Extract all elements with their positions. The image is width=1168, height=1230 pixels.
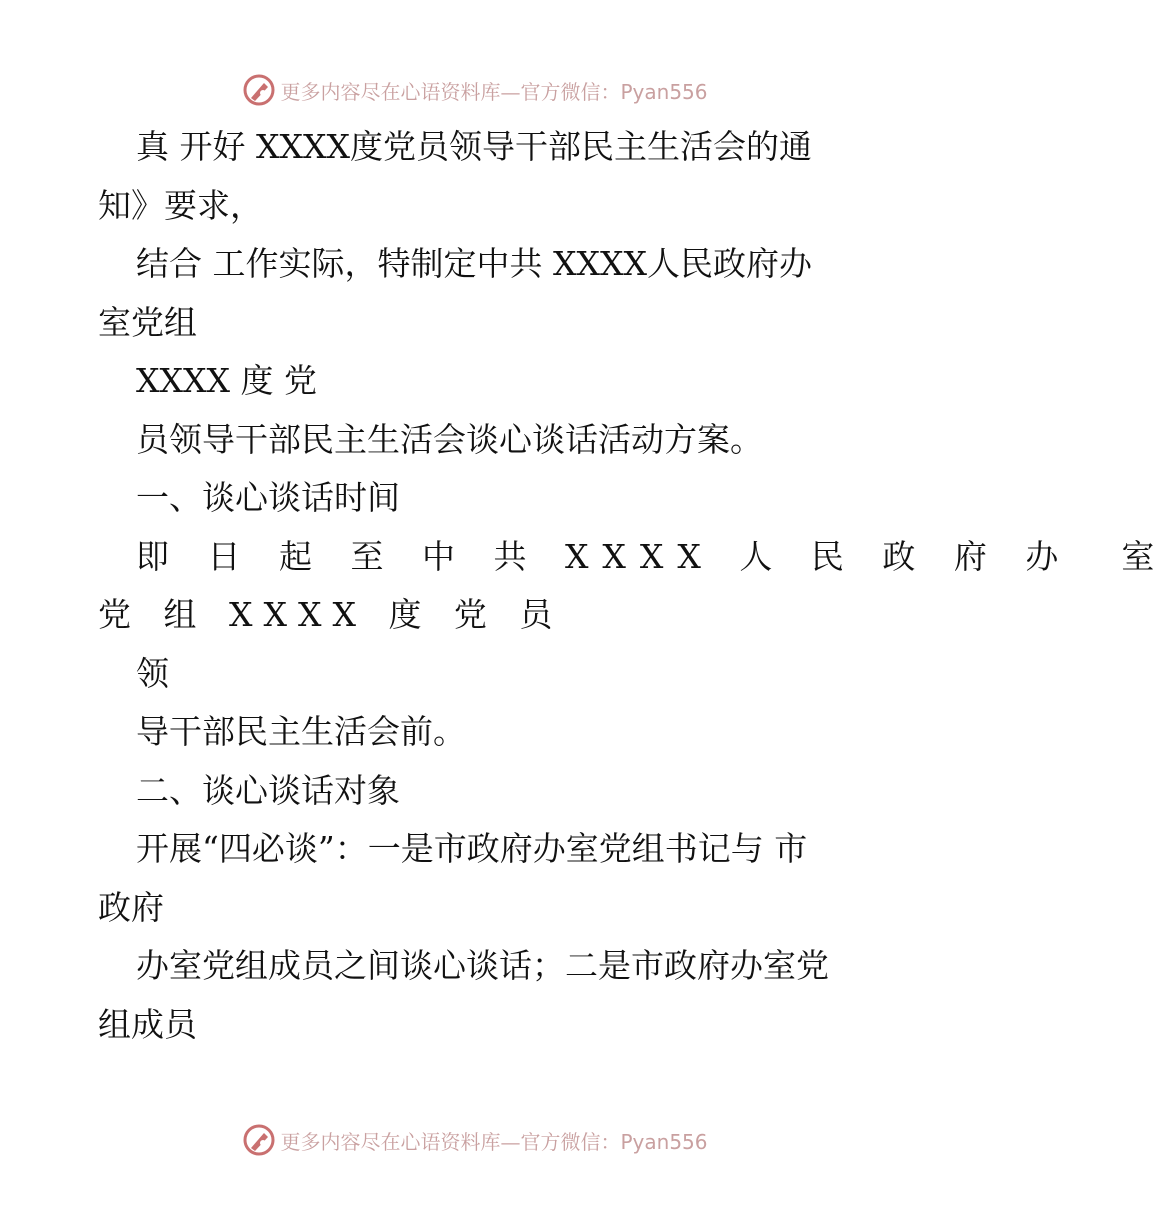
paragraph-line: XXXX 度 党 [136,361,317,400]
banner-text: 更多内容尽在心语资料库—官方微信： [280,79,621,104]
banner-handle: Pyan556 [620,79,708,104]
section-heading: 二、谈心谈话对象 [136,770,400,810]
paragraph-line: 即 日 起 至 中 共 XXXX 人 民 政 府 办 室 [136,536,1168,576]
banner-text: 更多内容尽在心语资料库—官方微信： [280,1129,621,1154]
document-body [98,118,1168,1054]
paragraph-line: 组成员 [98,1004,197,1044]
paragraph-line: 室党组 [98,302,197,342]
paragraph-line: 导干部民主生活会前。 [136,712,466,751]
banner-handle: Pyan556 [620,1129,708,1154]
paragraph-line: 员领导干部民主生活会谈心谈话活动方案。 [136,419,763,459]
paragraph-line: 领 [136,653,169,693]
pen-logo-icon [242,1123,276,1157]
paragraph-line: 政府 [98,887,164,927]
section-heading: 一、谈心谈话时间 [136,478,400,517]
footer-watermark [0,1120,950,1160]
paragraph-line: 办室党组成员之间谈心谈话；二是市政府办室党 [136,946,829,985]
pen-logo-icon [242,73,276,107]
header-watermark [0,70,950,110]
paragraph-line: 知》要求， [98,185,263,225]
paragraph-line: 真 开好 XXXX度党员领导干部民主生活会的通 [136,127,812,166]
paragraph-line: 党 组 XXXX 度 党 员 [98,595,564,634]
paragraph-line: 开展“四必谈”：一是市政府办室党组书记与 市 [136,829,808,868]
paragraph-line: 结合 工作实际，特制定中共 XXXX人民政府办 [136,244,812,283]
